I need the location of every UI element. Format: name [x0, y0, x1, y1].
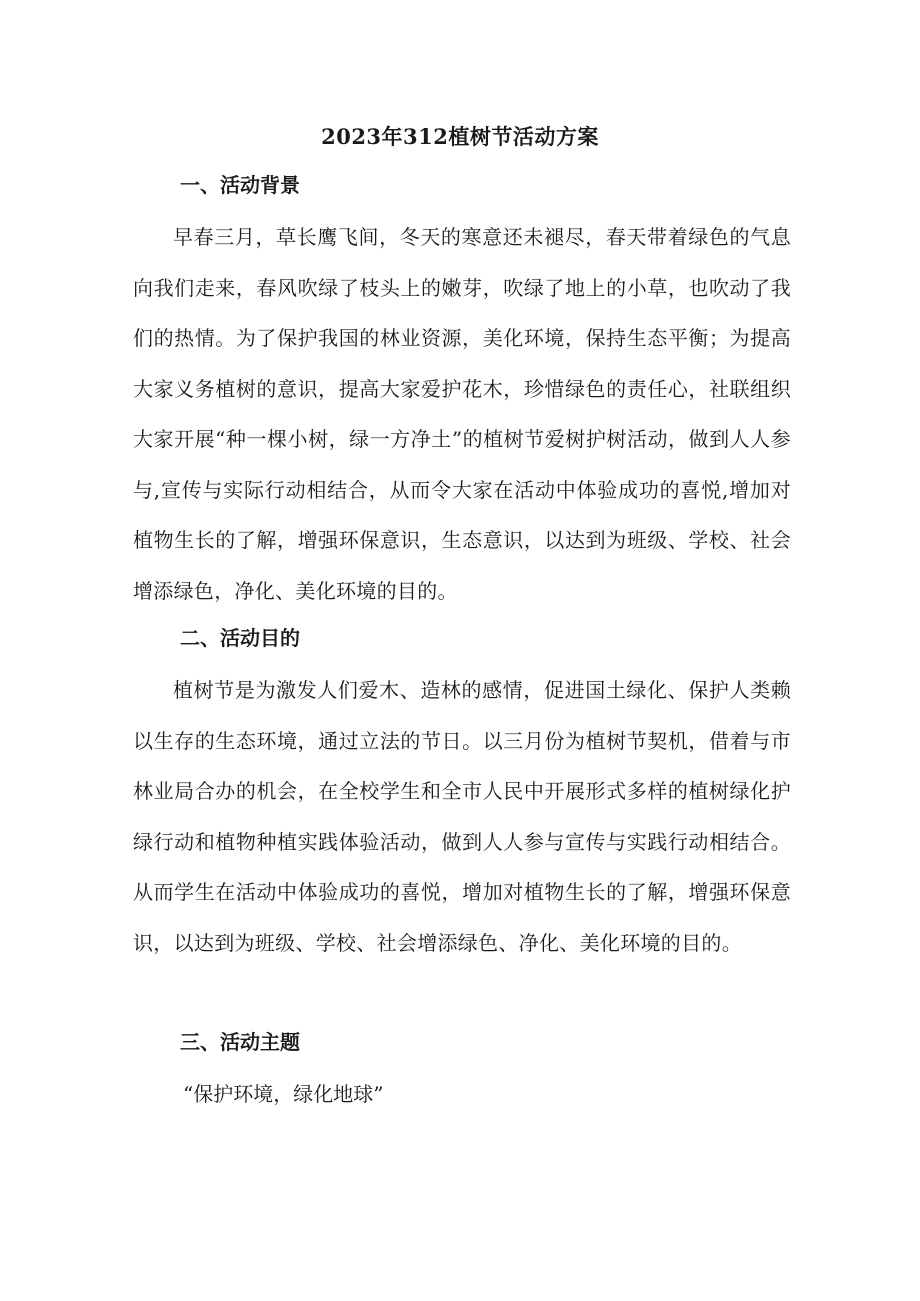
section-body-theme: “保护环境，绿化地球” — [183, 1082, 384, 1106]
document-title: 2023年312植树节活动方案 — [321, 124, 599, 149]
section-body-purpose: 植树节是为激发人们爱木、造林的感情，促进国土绿化、保护人类赖以生存的生态环境，通过立法的节日。以三月份为植树节契机，借着与市林业局合办的机会，在全校学生和全市人民中开展形式多样的植树绿化护绿行动和植物种植实践体验活动，做到人人参与宣传与实践行动相结合。从而学生在活动中体验成功的喜悦，增加对植物生长的了解，增强环保意识，以达到为班级、学校、社会增添绿色、净化、美化环境的目的。 — [133, 678, 791, 955]
section-heading-purpose: 二、活动目的 — [180, 626, 300, 650]
section-heading-theme: 三、活动主题 — [180, 1030, 300, 1054]
section-body-background: 早春三月，草长鹰飞间，冬天的寒意还未褪尽，春天带着绿色的气息向我们走来，春风吹绿了枝头上的嫩芽，吹绿了地上的小草，也吹动了我们的热情。为了保护我国的林业资源，美化环境，保持生态平衡；为提高大家义务植树的意识，提高大家爱护花木，珍惜绿色的责任心，社联组织大家开展“种一棵小树，绿一方净土”的植树节爱树护树活动，做到人人参与,宣传与实际行动相结合，从而令大家在活动中体验成功的喜悦,增加对植物生长的了解，增强环保意识，生态意识，以达到为班级、学校、社会增添绿色，净化、美化环境的目的。 — [133, 225, 791, 603]
section-heading-background: 一、活动背景 — [180, 173, 300, 197]
